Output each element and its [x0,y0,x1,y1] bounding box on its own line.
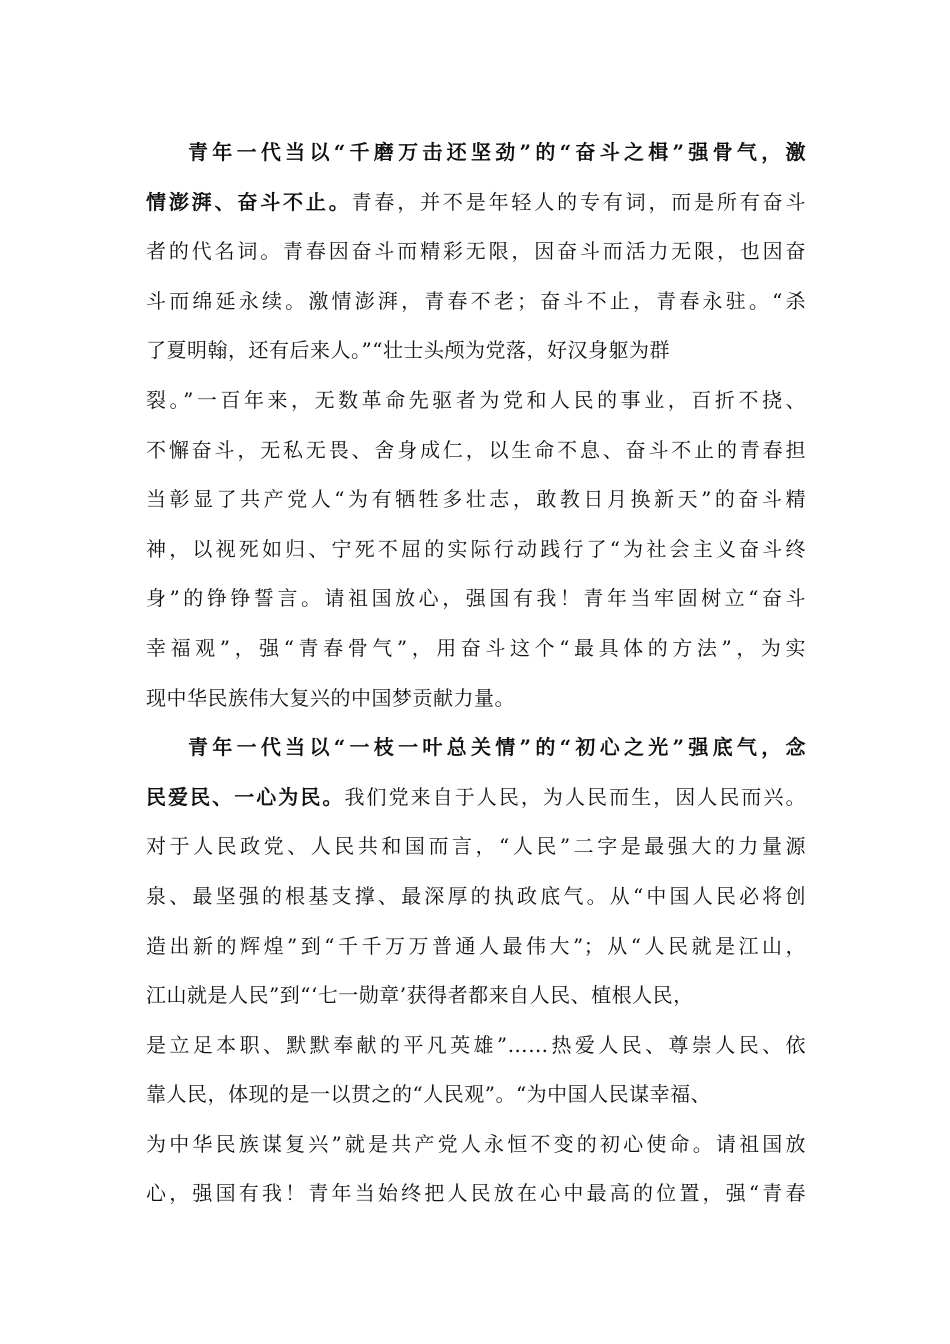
body-text: 身”的铮铮誓言。请祖国放心，强国有我！青年当牢固树立“奋斗 [146,586,806,611]
body-text: 心，强国有我！青年当始终把人民放在心中最高的位置，强“青春 [146,1181,806,1206]
body-text: 神，以视死如归、宁死不屈的实际行动践行了“为社会主义奋斗终 [146,536,806,561]
body-text: 者的代名词。青春因奋斗而精彩无限，因奋斗而活力无限，也因奋 [146,239,806,264]
document-body [146,128,806,1219]
paragraph-line [146,1021,806,1071]
body-text: 我们党来自于人民，为人民而生，因人民而兴。 [344,784,807,809]
body-text: 泉、最坚强的根基支撑、最深厚的执政底气。从“中国人民必将创 [146,883,806,908]
paragraph-line [146,574,806,624]
bold-heading-text: 青年一代当以“一枝一叶总关情”的“初心之光”强底气，念 [188,735,806,760]
bold-heading-text: 青年一代当以“千磨万击还坚劲”的“奋斗之楫”强骨气，激 [188,140,806,164]
paragraph-1 [146,128,806,723]
body-text: 对于人民政党、人民共和国而言，“人民”二字是最强大的力量源 [146,834,806,859]
paragraph-line [146,872,806,922]
bold-heading-text: 民爱民、一心为民。 [146,784,345,809]
paragraph-line [146,1169,806,1219]
paragraph-line [146,227,806,277]
paragraph-line [146,128,806,178]
paragraph-line [146,376,806,426]
body-text: 为中华民族谋复兴”就是共产党人永恒不变的初心使命。请祖国放 [146,1131,806,1156]
body-text: 是立足本职、默默奉献的平凡英雄”……热爱人民、尊崇人民、依 [146,1032,806,1057]
body-text: 不懈奋斗，无私无畏、舍身成仁，以生命不息、奋斗不止的青春担 [146,437,806,462]
body-text: 江山就是人民”到“‘七一勋章’获得者都来自人民、植根人民， [146,983,694,1008]
paragraph-line [146,178,806,228]
body-text: 青春，并不是年轻人的专有词，而是所有奋斗 [351,189,807,214]
paragraph-line [146,922,806,972]
paragraph-2 [146,723,806,1219]
paragraph-line [146,277,806,327]
paragraph-line [146,1120,806,1170]
body-text: 斗而绵延永续。激情澎湃，青春不老；奋斗不止，青春永驻。“杀 [146,288,806,313]
paragraph-line [146,624,806,674]
paragraph-line [146,426,806,476]
body-text: 幸福观”，强“青春骨气”，用奋斗这个“最具体的方法”，为实 [146,635,806,660]
paragraph-line [146,475,806,525]
body-text: 当彰显了共产党人“为有牺牲多壮志，敢教日月换新天”的奋斗精 [146,487,806,512]
body-text: 靠人民，体现的是一以贯之的“人民观”。“为中国人民谋幸福、 [146,1082,712,1107]
body-text: 现中华民族伟大复兴的中国梦贡献力量。 [146,685,515,710]
paragraph-line [146,971,806,1021]
paragraph-line [146,525,806,575]
paragraph-line [146,674,806,724]
paragraph-line [146,1070,806,1120]
paragraph-line [146,326,806,376]
paragraph-line [146,822,806,872]
paragraph-line [146,773,806,823]
paragraph-line [146,723,806,773]
body-text: 裂。”一百年来，无数革命先驱者为党和人民的事业，百折不挠、 [146,387,806,412]
body-text: 造出新的辉煌”到“千千万万普通人最伟大”；从“人民就是江山， [146,933,806,958]
bold-heading-text: 情澎湃、奋斗不止。 [146,189,352,214]
body-text: 了夏明翰，还有后来人。”“壮士头颅为党落，好汉身躯为群 [146,338,670,363]
